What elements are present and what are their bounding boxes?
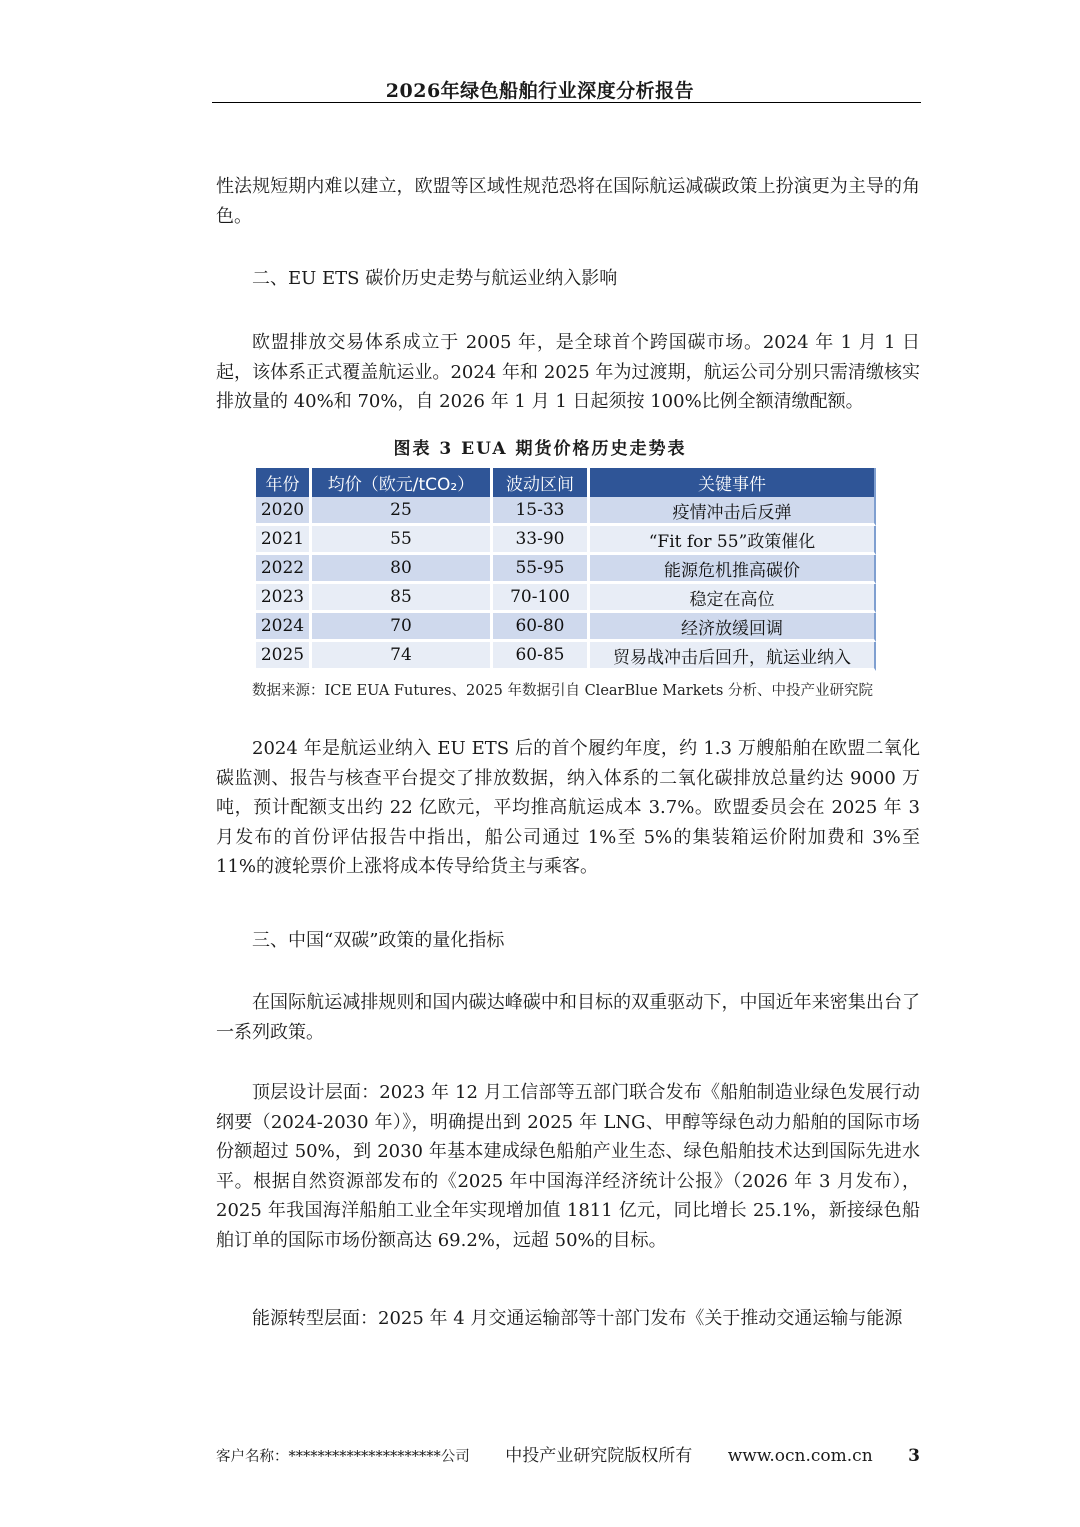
- section-heading-2: 二、EU ETS 碳价历史走势与航运业纳入影响: [252, 268, 618, 289]
- paragraph-text: 能源转型层面：2025 年 4 月交通运输部等十部门发布《关于推动交通运输与能源: [252, 1308, 903, 1329]
- table-cell: 80: [312, 555, 493, 584]
- footer-client-name: 客户名称：*********************公司: [216, 1449, 470, 1465]
- table-row: [256, 584, 876, 613]
- table-cell: 70-100: [493, 584, 590, 613]
- table-cell: “Fit for 55”政策催化: [590, 526, 876, 555]
- table-header-range: 波动区间: [493, 468, 590, 497]
- table-source-note: 数据来源：ICE EUA Futures、2025 年数据引自 ClearBlue Markets 分析、中投产业研究院: [252, 683, 873, 699]
- table-cell: 70: [312, 613, 493, 642]
- table-cell: 能源危机推高碳价: [590, 555, 876, 584]
- paragraph-text: 性法规短期内难以建立，欧盟等区域性规范恐将在国际航运减碳政策上扮演更为主导的角色。: [216, 176, 920, 227]
- table-cell: 74: [312, 642, 493, 671]
- table-cell: 经济放缓回调: [590, 613, 876, 642]
- table-cell: 60-80: [493, 613, 590, 642]
- eua-price-table: [256, 468, 876, 671]
- section-heading-3: 三、中国“双碳”政策的量化指标: [252, 930, 505, 951]
- header-rule: [212, 102, 921, 103]
- paragraph-top-level-design: [216, 1078, 920, 1256]
- table-cell: 2021: [256, 526, 312, 555]
- table-cell: 55-95: [493, 555, 590, 584]
- table-row: [256, 613, 876, 642]
- table-cell: 60-85: [493, 642, 590, 671]
- table-cell: 55: [312, 526, 493, 555]
- paragraph-text: 顶层设计层面：2023 年 12 月工信部等五部门联合发布《船舶制造业绿色发展行动纲要（2024-2030 年）》，明确提出到 2025 年 LNG、甲醇等绿色动力船舶的国际市场份额超过 50%，到 2030 年基本建成绿色船舶产业生态、绿色船舶技术达到国际先进水平。根据自然资源部发布的《2025 年中国海洋经济统计公报》（2026 年 3 月发布），2025 年我国海洋船舶工业全年实现增加值 1811 亿元，同比增长 25.1%，新接绿色船舶订单的国际市场份额高达 69.2%，远超 50%的目标。: [216, 1082, 920, 1251]
- table-caption: 图表 3 EUA 期货价格历史走势表: [393, 439, 687, 459]
- paragraph-text: 欧盟排放交易体系成立于 2005 年，是全球首个跨国碳市场。2024 年 1 月 1 日起，该体系正式覆盖航运业。2024 年和 2025 年为过渡期，航运公司分别只需清缴核实排放量的 40%和 70%，自 2026 年 1 月 1 日起须按 100%比例全额清缴配额。: [216, 332, 920, 413]
- table-cell: 15-33: [493, 497, 590, 526]
- table-row: [256, 642, 876, 671]
- page-footer: [216, 1441, 920, 1466]
- paragraph-text: 2024 年是航运业纳入 EU ETS 后的首个履约年度，约 1.3 万艘船舶在欧盟二氧化碳监测、报告与核查平台提交了排放数据，纳入体系的二氧化碳排放总量约达 9000 万吨，预计配额支出约 22 亿欧元，平均推高航运成本 3.7%。欧盟委员会在 2025 年 3 月发布的首份评估报告中指出，船公司通过 1%至 5%的集装箱运价附加费和 3%至 11%的渡轮票价上涨将成本传导给货主与乘客。: [216, 738, 920, 878]
- footer-copyright: 中投产业研究院版权所有: [505, 1446, 693, 1466]
- table-header-event: 关键事件: [590, 468, 876, 497]
- table-cell: 2023: [256, 584, 312, 613]
- report-header-title: 2026年绿色船舶行业深度分析报告: [385, 80, 695, 102]
- table-cell: 25: [312, 497, 493, 526]
- table-cell: 33-90: [493, 526, 590, 555]
- table-header-row: [256, 468, 876, 497]
- paragraph-text: 在国际航运减排规则和国内碳达峰碳中和目标的双重驱动下，中国近年来密集出台了一系列政策。: [216, 992, 920, 1043]
- table-cell: 疫情冲击后反弹: [590, 497, 876, 526]
- paragraph-eu-ets: [216, 328, 920, 417]
- table-cell: 2024: [256, 613, 312, 642]
- table-cell: 2025: [256, 642, 312, 671]
- table-cell: 稳定在高位: [590, 584, 876, 613]
- table-cell: 2022: [256, 555, 312, 584]
- table-row: [256, 555, 876, 584]
- paragraph-energy-transition: [216, 1304, 920, 1334]
- page-number: 3: [908, 1446, 920, 1466]
- table-header-year: 年份: [256, 468, 312, 497]
- table-row: [256, 497, 876, 526]
- table-row: [256, 526, 876, 555]
- paragraph-2024: [216, 734, 920, 882]
- table-cell: 2020: [256, 497, 312, 526]
- table-header-avg-price: 均价（欧元/tCO₂）: [312, 468, 493, 497]
- footer-website: www.ocn.com.cn: [727, 1446, 873, 1466]
- paragraph-dual-carbon: [216, 988, 920, 1047]
- table-cell: 85: [312, 584, 493, 613]
- table-cell: 贸易战冲击后回升，航运业纳入: [590, 642, 876, 671]
- paragraph-continued: [216, 172, 920, 231]
